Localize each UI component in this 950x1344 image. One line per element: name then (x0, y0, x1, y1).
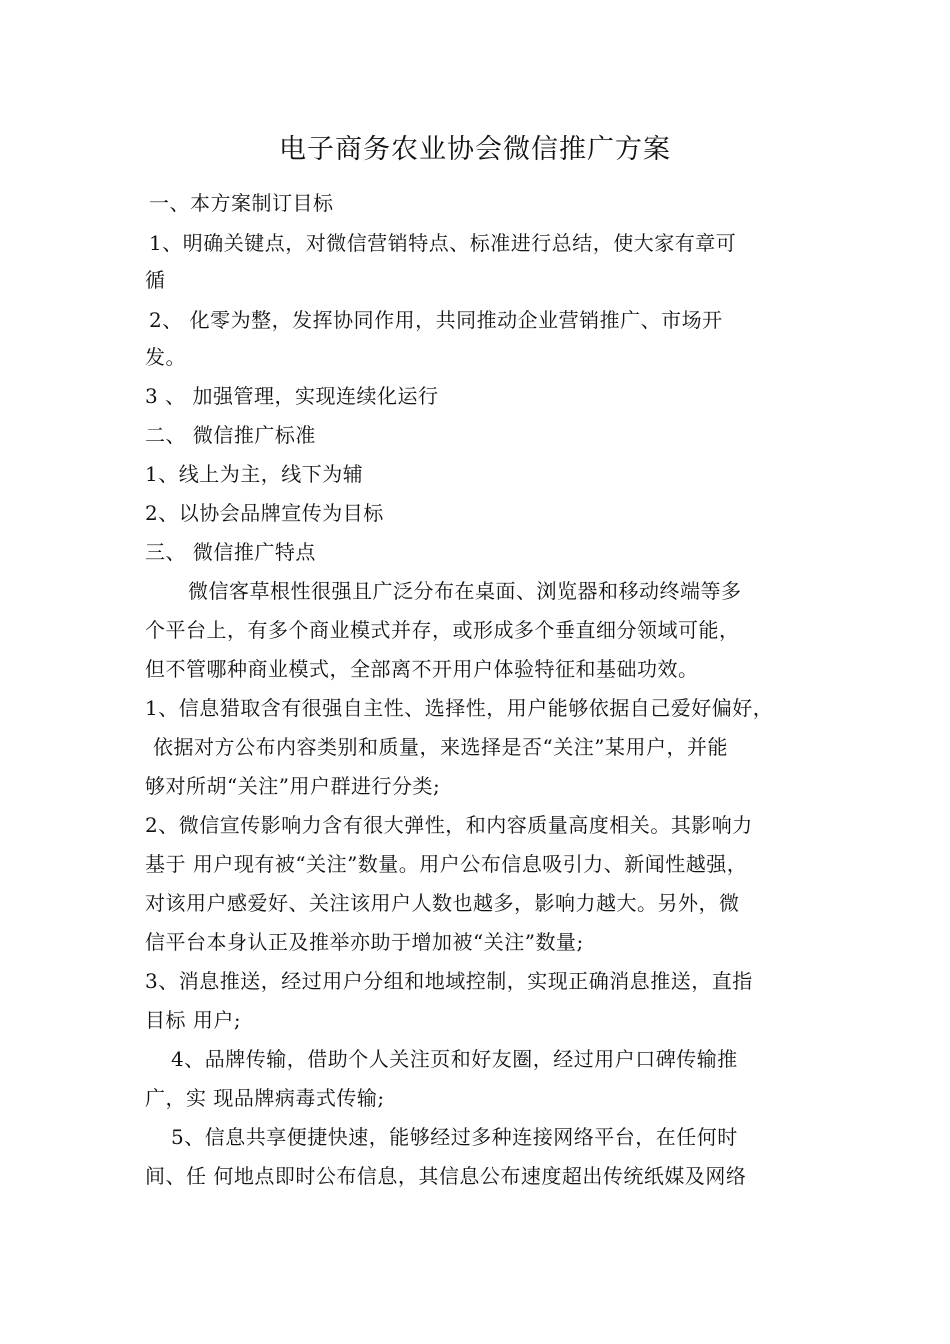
paragraph-line: 循 (145, 268, 166, 292)
paragraph-line: 个平台上，有多个商业模式并存，或形成多个垂直细分领域可能， (145, 618, 740, 642)
paragraph-line: 1、线上为主，线下为辅 (145, 462, 364, 486)
paragraph-line: 够对所胡“关注”用户群进行分类; (145, 774, 441, 798)
section-heading: 二、 微信推广标准 (145, 423, 316, 447)
paragraph-line: 3 、 加强管理，实现连续化运行 (145, 384, 439, 408)
paragraph-line: 4、品牌传输，借助个人关注页和好友圈，经过用户口碑传输推 (171, 1047, 738, 1071)
paragraph-line: 间、任 何地点即时公布信息，其信息公布速度超出传统纸媒及网络 (145, 1164, 747, 1188)
paragraph-line: 1、明确关键点，对微信营销特点、标准进行总结，使大家有章可 (149, 231, 737, 255)
document-title: 电子商务农业协会微信推广方案 (279, 134, 671, 165)
paragraph-line: 2、以协会品牌宣传为目标 (145, 501, 384, 525)
section-heading: 一、本方案制订目标 (149, 191, 334, 215)
paragraph-line: 信平台本身认正及推举亦助于增加被“关注”数量; (145, 930, 584, 954)
paragraph-line: 5、信息共享便捷快速，能够经过多种连接网络平台，在任何时 (171, 1125, 738, 1149)
paragraph-line: 3、消息推送，经过用户分组和地域控制，实现正确消息推送，直指 (145, 969, 753, 993)
section-heading: 三、 微信推广特点 (145, 540, 316, 564)
paragraph-line: 微信客草根性很强且广泛分布在桌面、浏览器和移动终端等多 (188, 579, 742, 603)
paragraph-line: 广，实 现品牌病毒式传输; (145, 1086, 385, 1110)
paragraph-line: 依据对方公布内容类别和质量，来选择是否“关注”某用户，并能 (153, 735, 728, 759)
paragraph-line: 2、 化零为整，发挥协同作用，共同推动企业营销推广、市场开 (149, 308, 723, 332)
paragraph-line: 发。 (145, 345, 186, 369)
paragraph-line: 基于 用户现有被“关注”数量。用户公布信息吸引力、新闻性越强， (145, 852, 748, 876)
paragraph-line: 但不管哪种商业模式，全部离不开用户体验特征和基础功效。 (145, 657, 699, 681)
paragraph-line: 2、微信宣传影响力含有很大弹性，和内容质量高度相关。其影响力 (145, 813, 753, 837)
paragraph-line: 1、信息猎取含有很强自主性、选择性，用户能够依据自己爱好偏好， (145, 696, 774, 720)
paragraph-line: 目标 用户; (145, 1008, 242, 1032)
paragraph-line: 对该用户感爱好、关注该用户人数也越多，影响力越大。另外，微 (145, 891, 740, 915)
